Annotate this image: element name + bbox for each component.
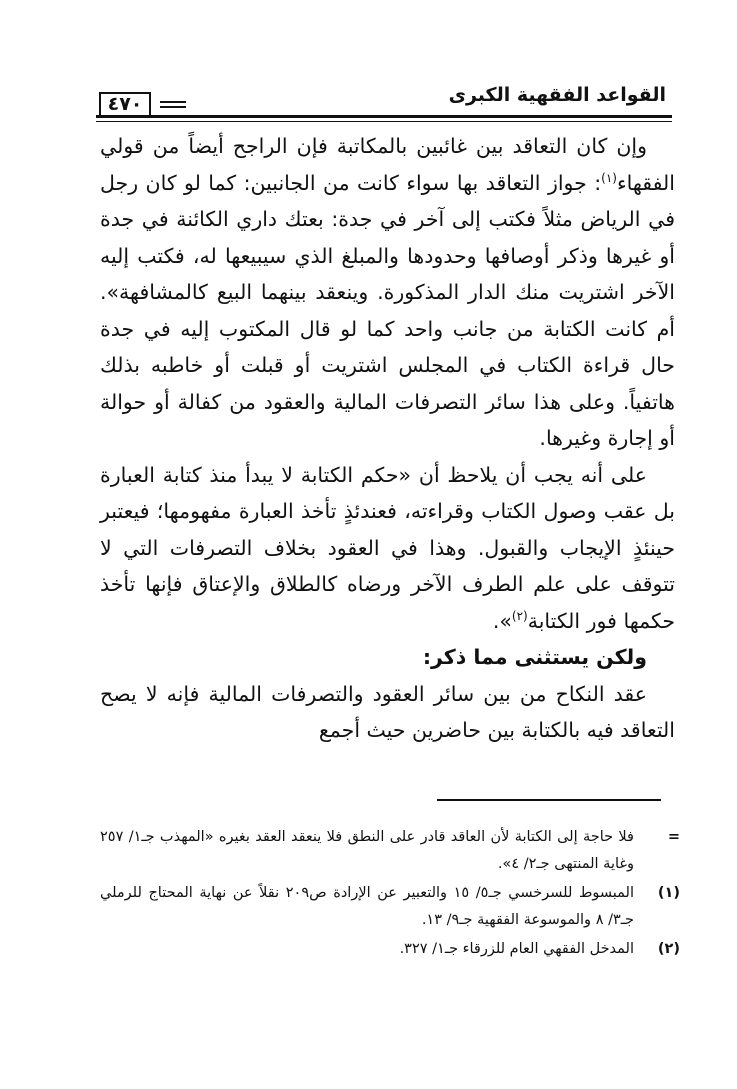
header-dash-ornament (160, 101, 186, 109)
footnote-separator (437, 799, 661, 801)
paragraph-2: على أنه يجب أن يلاحظ أن «حكم الكتابة لا يبدأ منذ كتابة العبارة بل عقب وصول الكتاب وقراءته، فعندئذٍ تأخذ العبارة مفهومها؛ فيعتبر حينئذٍ الإيجاب والقبول. وهذا في العقود بخلاف التصرفات التي لا تتوقف على علم الطرف الآخر ورضاه كالطلاق والإعتاق فإنها تأخذ حكمها فور الكتابة$^{(٢)}$». (100, 462, 675, 633)
paragraph-1: وإن كان التعاقد بين غائبين بالمكاتبة فإن الراجح أيضاً من قولي الفقهاء$^{(١)}$: جواز التعاقد بها سواء كانت من الجانبين: كما لو كان رجل في الرياض مثلاً فكتب إلى آخر في جدة: بعتك داري الكائنة في جدة أو غيرها وذكر أوصافها وحدودها والمبلغ الذي سيبيعها له، فكتب إليه الآخر اشتريت منك الدار المذكورة. وينعقد بينهما البيع كالمشافهة». أم كانت الكتابة من جانب واحد كما لو قال المكتوب إليه في جدة حال قراءة الكتاب في المجلس اشتريت أو قبلت أو خاطبه بذلك هاتفياً. وعلى هذا سائر التصرفات المالية والعقود من كفالة أو حوالة أو إجارة وغيرها. (100, 134, 675, 450)
footnote-2 (100, 936, 680, 963)
book-title: القواعد الفقهية الكبرى (448, 84, 666, 106)
header-rule-thin (96, 121, 672, 122)
paragraph-3-heading: ولكن يستثنى مما ذكر: (422, 645, 647, 669)
footnote-marker: (١) (657, 885, 680, 901)
page-number: ٤٧٠ (99, 92, 151, 117)
footnote-text: المبسوط للسرخسي جـ٥/ ١٥ والتعبير عن الإرادة ص٢٠٩ نقلاً عن نهاية المحتاج للرملي جـ٣/ ٨ والموسوعة الفقهية جـ٩/ ١٣. (100, 885, 634, 928)
footnote-text: المدخل الفقهي العام للزرقاء جـ١/ ٣٢٧. (399, 941, 634, 957)
footnote-marker: (٢) (657, 941, 680, 957)
footnotes (100, 824, 680, 965)
footnote-continued (100, 824, 680, 878)
paragraph-4: عقد النكاح من بين سائر العقود والتصرفات المالية فإنه لا يصح التعاقد فيه بالكتابة بين حاضرين حيث أجمع (100, 681, 675, 742)
footnote-ref-1[interactable]: (١) (601, 170, 617, 185)
footnote-marker: = (667, 829, 680, 845)
header-rule-thick (96, 115, 672, 118)
footnote-1 (100, 880, 680, 934)
main-text (100, 128, 675, 749)
footnote-text: فلا حاجة إلى الكتابة لأن العاقد قادر على النطق فلا ينعقد العقد بغيره «المهذب جـ١/ ٢٥٧ وغاية المنتهى جـ٢/ ٤». (100, 829, 634, 872)
footnote-ref-2[interactable]: (٢) (511, 608, 528, 623)
